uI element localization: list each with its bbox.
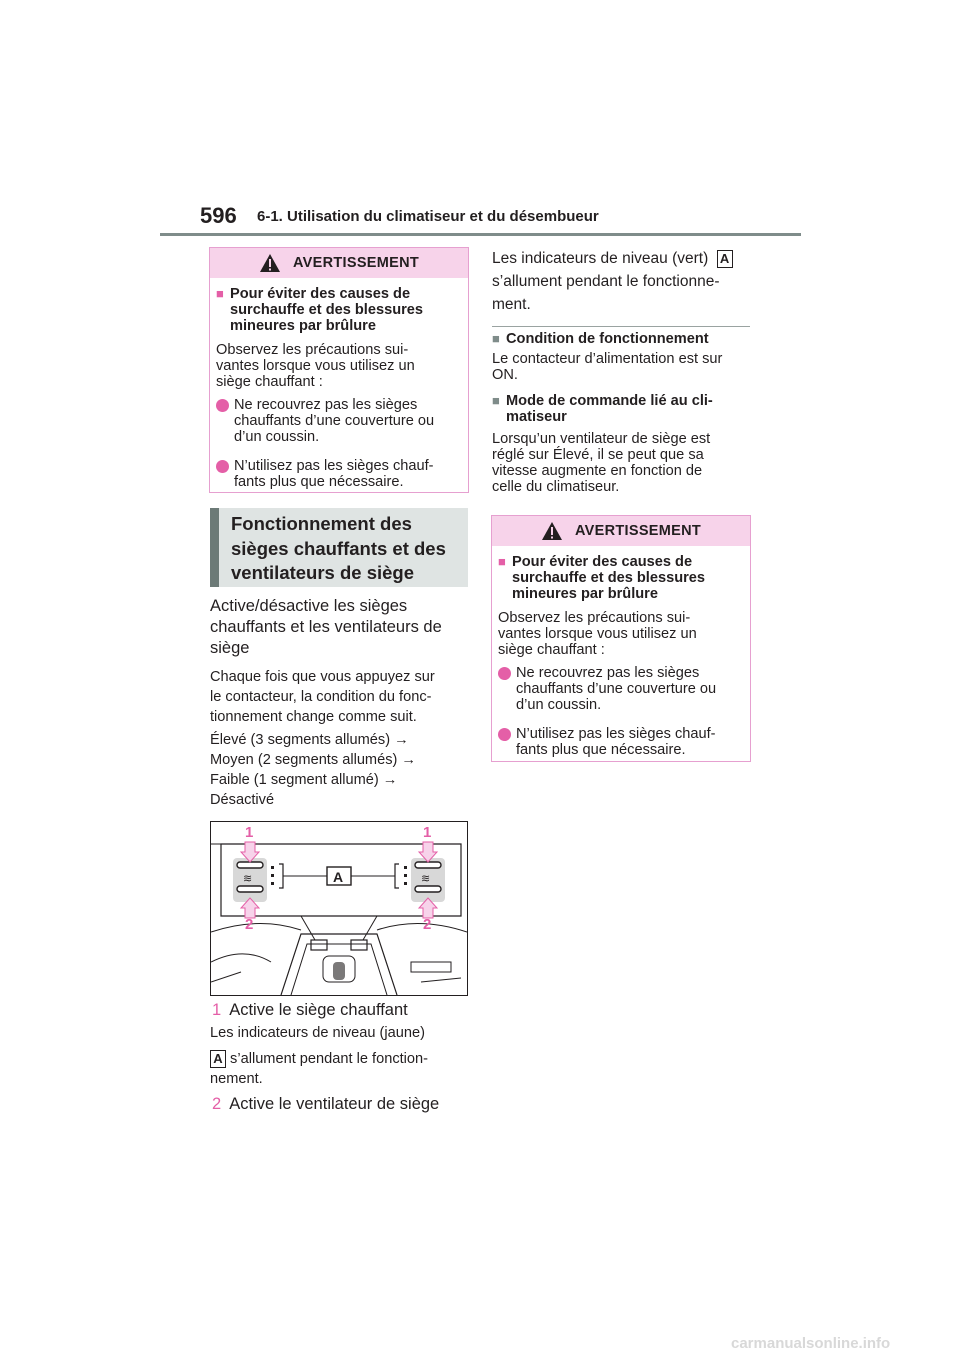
warning-paragraph bbox=[498, 610, 744, 658]
callout-a: A bbox=[333, 869, 344, 885]
callout-2-right: 2 bbox=[423, 916, 432, 933]
bullet-line: N’utilisez pas les sièges chauf- bbox=[516, 726, 716, 742]
subtitle-line: surchauffe et des blessures bbox=[230, 302, 424, 318]
bullet-line: d’un coussin. bbox=[516, 697, 602, 713]
cond-line: Le contacteur d’alimentation est sur bbox=[492, 351, 723, 367]
section-divider bbox=[492, 326, 750, 327]
item-label: Active le siège chauffant bbox=[229, 1001, 408, 1019]
subtitle-line: Pour éviter des causes de bbox=[230, 286, 411, 302]
subtitle-line: mineures par brûlure bbox=[230, 318, 376, 334]
bullet-line: N’utilisez pas les sièges chauf- bbox=[234, 458, 434, 474]
condition-title bbox=[492, 331, 750, 347]
bullet-line: chauffants d’une couverture ou bbox=[516, 681, 717, 697]
cond-line: ON. bbox=[492, 367, 518, 383]
mode-title-line: matiseur bbox=[506, 409, 567, 425]
round-bullet-icon bbox=[498, 667, 511, 680]
level-line: s’allument pendant le fonctionne- bbox=[492, 273, 720, 290]
para-line: Observez les précautions sui- bbox=[216, 342, 409, 358]
intro-line: siège bbox=[210, 639, 250, 657]
round-bullet-icon bbox=[216, 399, 229, 412]
explanation-line: tionnement change comme suit. bbox=[210, 709, 417, 725]
item-1-desc bbox=[210, 1023, 428, 1089]
square-bullet-icon: ■ bbox=[216, 286, 224, 301]
condition-section bbox=[492, 331, 750, 495]
chapter-title: 6-1. Utilisation du climatiseur et du désembueur bbox=[257, 208, 599, 225]
explanation-line: Chaque fois que vous appuyez sur bbox=[210, 669, 435, 685]
para-line: vantes lorsque vous utilisez un bbox=[498, 626, 697, 642]
sequence-line: Moyen (2 segments allumés) → bbox=[210, 752, 417, 768]
warning-body bbox=[210, 278, 468, 498]
warning-body bbox=[492, 546, 750, 766]
callout-2-left: 2 bbox=[245, 916, 254, 933]
bullet-line: fants plus que nécessaire. bbox=[234, 474, 404, 490]
warning-paragraph bbox=[216, 342, 462, 390]
dashboard-illustration bbox=[211, 822, 467, 995]
item-number: 2 bbox=[212, 1095, 222, 1113]
label-a-box: A bbox=[717, 250, 733, 268]
warning-header bbox=[210, 248, 468, 278]
sequence-line: Élevé (3 segments allumés) → bbox=[210, 732, 409, 748]
intro-line: chauffants et les ventilateurs de bbox=[210, 618, 442, 636]
bullet-line: fants plus que nécessaire. bbox=[516, 742, 686, 758]
footer-watermark: carmanualsonline.info bbox=[731, 1335, 891, 1352]
round-bullet-icon bbox=[216, 460, 229, 473]
square-bullet-icon: ■ bbox=[492, 393, 500, 408]
sequence-text bbox=[210, 730, 416, 810]
level-line: Les indicateurs de niveau (vert) bbox=[492, 250, 709, 267]
para-line: siège chauffant : bbox=[498, 642, 605, 658]
svg-text:≋: ≋ bbox=[243, 872, 253, 885]
warning-bullet bbox=[498, 665, 744, 713]
intro-text bbox=[210, 596, 442, 659]
callout-1-right: 1 bbox=[423, 824, 432, 841]
mode-line: Lorsqu’un ventilateur de siège est bbox=[492, 431, 711, 447]
banner-line: sièges chauffants et des bbox=[231, 537, 446, 559]
warning-bullet bbox=[216, 458, 462, 490]
warning-title: AVERTISSEMENT bbox=[292, 255, 420, 271]
intro-line: Active/désactive les sièges bbox=[210, 597, 408, 615]
bullet-line: Ne recouvrez pas les sièges bbox=[516, 665, 700, 681]
mode-line: celle du climatiseur. bbox=[492, 479, 620, 495]
desc-line: Les indicateurs de niveau (jaune) bbox=[210, 1025, 425, 1041]
bullet-line: d’un coussin. bbox=[234, 429, 320, 445]
item-number: 1 bbox=[212, 1001, 222, 1019]
item-2 bbox=[212, 1094, 439, 1115]
warning-subtitle bbox=[216, 286, 462, 334]
header-rule bbox=[160, 233, 801, 236]
sequence-line: Désactivé bbox=[210, 792, 275, 808]
banner-line: Fonctionnement des bbox=[231, 513, 412, 534]
item-label: Active le ventilateur de siège bbox=[229, 1095, 440, 1113]
page-number: 596 bbox=[200, 203, 237, 228]
subtitle-line: Pour éviter des causes de bbox=[512, 554, 693, 570]
subtitle-line: mineures par brûlure bbox=[512, 586, 658, 602]
callout-1-left: 1 bbox=[245, 824, 254, 841]
level-indicator-text bbox=[492, 248, 733, 315]
level-line-row bbox=[492, 248, 733, 269]
svg-text:≋: ≋ bbox=[421, 872, 431, 885]
sequence-line: Faible (1 segment allumé) → bbox=[210, 772, 398, 788]
warning-box-left bbox=[209, 247, 469, 493]
condition-title-text: Condition de fonctionnement bbox=[506, 331, 709, 347]
section-banner bbox=[210, 508, 468, 587]
square-bullet-icon: ■ bbox=[492, 331, 500, 346]
mode-title-line: Mode de commande lié au cli- bbox=[506, 393, 713, 409]
warning-box-right bbox=[491, 515, 751, 762]
warning-header bbox=[492, 516, 750, 546]
condition-text bbox=[492, 351, 750, 383]
para-line: siège chauffant : bbox=[216, 374, 323, 390]
banner-line: ventilateurs de siège bbox=[231, 562, 415, 583]
mode-text bbox=[492, 431, 750, 495]
seat-switch-figure bbox=[210, 821, 468, 996]
item-1 bbox=[212, 1000, 408, 1021]
warning-subtitle bbox=[498, 554, 744, 602]
round-bullet-icon bbox=[498, 728, 511, 741]
label-a-box: A bbox=[210, 1050, 226, 1068]
warning-bullet bbox=[498, 726, 744, 758]
square-bullet-icon: ■ bbox=[498, 554, 506, 569]
mode-line: vitesse augmente en fonction de bbox=[492, 463, 703, 479]
bullet-line: Ne recouvrez pas les sièges bbox=[234, 397, 418, 413]
subtitle-line: surchauffe et des blessures bbox=[512, 570, 706, 586]
explanation-text bbox=[210, 667, 435, 727]
explanation-line: le contacteur, la condition du fonc- bbox=[210, 689, 432, 705]
warning-title: AVERTISSEMENT bbox=[574, 523, 702, 539]
bullet-line: chauffants d’une couverture ou bbox=[234, 413, 435, 429]
warning-bullet bbox=[216, 397, 462, 445]
mode-line: réglé sur Élevé, il se peut que sa bbox=[492, 447, 704, 463]
para-line: Observez les précautions sui- bbox=[498, 610, 691, 626]
desc-line: s’allument pendant le fonction- bbox=[226, 1051, 429, 1067]
desc-line: nement. bbox=[210, 1071, 263, 1087]
warning-triangle-icon bbox=[259, 253, 281, 273]
warning-triangle-icon bbox=[541, 521, 563, 541]
mode-title bbox=[492, 393, 750, 425]
para-line: vantes lorsque vous utilisez un bbox=[216, 358, 415, 374]
level-line: ment. bbox=[492, 296, 531, 313]
desc-line-row bbox=[210, 1049, 428, 1069]
